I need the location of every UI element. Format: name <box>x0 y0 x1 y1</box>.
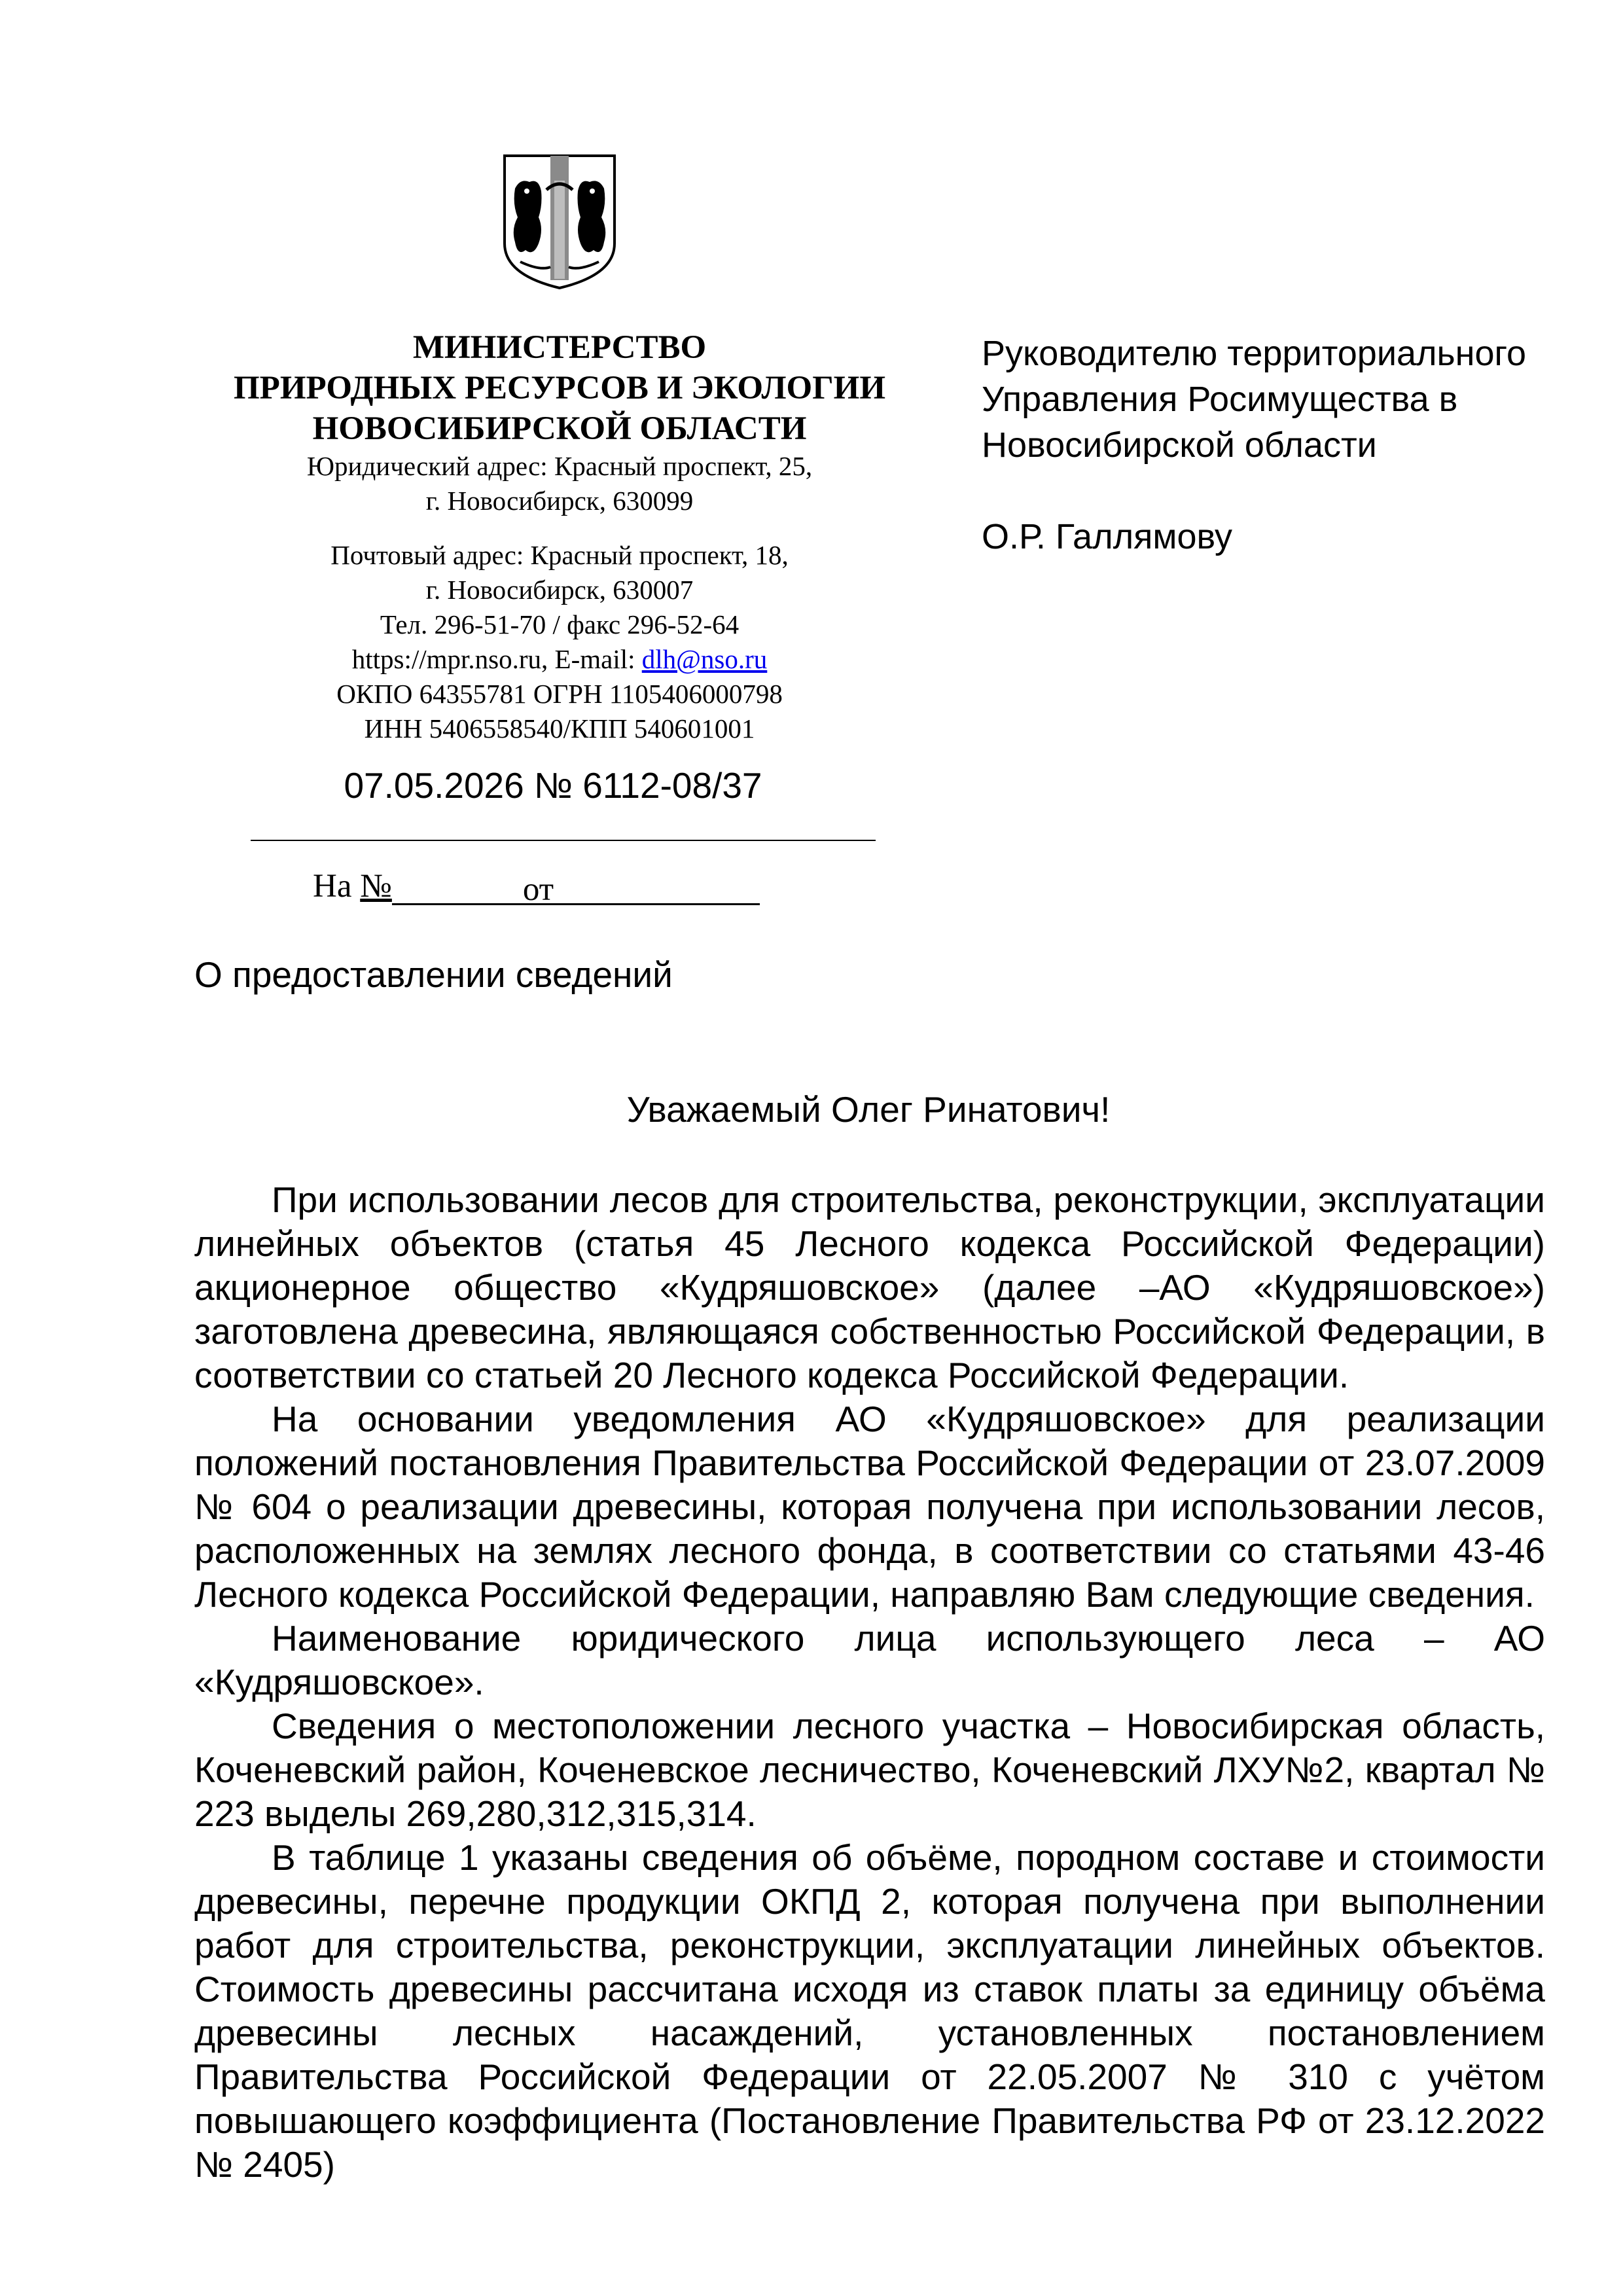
reference-date-blank <box>554 870 760 905</box>
postal-address-city: г. Новосибирск, 630007 <box>425 575 694 605</box>
addressee-block <box>982 331 1571 560</box>
body-paragraph: В таблице 1 указаны сведения об объёме, породном составе и стоимости древесины, перечне продукции ОКПД 2, которая получена при выполнении работ для строительства, реконструкции, эксплуатации линейных объектов. Стоимость древесины рассчитана исходя из ставок платы за единицу объёма древесины лесных насаждений, установленных постановлением Правительства Российской Федерации от 22.05.2007 № 310 с учётом повышающего коэффициента (Постановление Правительства РФ от 23.12.2022 № 2405) <box>194 1837 1545 2185</box>
web-email-line <box>193 642 926 677</box>
reference-number-sign: № <box>360 868 392 905</box>
document-date-number: 07.05.2026 № 6112-08/37 <box>344 765 762 806</box>
reference-line <box>313 867 760 908</box>
org-name-line: НОВОСИБИРСКОЙ ОБЛАСТИ <box>312 410 807 447</box>
reference-number-blank <box>392 870 523 905</box>
addressee-line: Новосибирской области <box>982 425 1377 465</box>
inn-kpp: ИНН 5406558540/КПП 540601001 <box>364 713 755 744</box>
addressee-name: О.Р. Галлямову <box>982 517 1232 556</box>
okpo-ogrn: ОКПО 64355781 ОГРН 1105406000798 <box>336 679 783 709</box>
legal-address-city: г. Новосибирск, 630099 <box>425 486 694 516</box>
website-text: https://mpr.nso.ru, E-mail: <box>351 644 642 674</box>
body-paragraph: Сведения о местоположении лесного участка – Новосибирская область, Коченевский район, Коченевское лесничество, Коченевский ЛХУ№2, квартал № 223 выделы 269,280,312,315,314. <box>194 1706 1545 1834</box>
addressee-line: Руководителю территориального <box>982 334 1527 373</box>
greeting: Уважаемый Олег Ринатович! <box>626 1089 1111 1130</box>
body-paragraph: Наименование юридического лица использующего леса – АО «Кудряшовское». <box>194 1618 1545 1702</box>
postal-address-line: Почтовый адрес: Красный проспект, 18, <box>330 540 789 570</box>
letter-body <box>194 1178 1545 2187</box>
novosibirsk-coat-of-arms-icon <box>501 152 618 291</box>
separator-line <box>251 840 876 841</box>
document-subject: О предоставлении сведений <box>194 954 673 995</box>
body-paragraph: На основании уведомления АО «Кудряшовское» для реализации положений постановления Правительства Российской Федерации от 23.07.2009 № 604 о реализации древесины, которая получена при использовании лесов, расположенных на землях лесного фонда, в соответствии со статьями 43-46 Лесного кодекса Российской Федерации, направляю Вам следующие сведения. <box>194 1399 1545 1615</box>
email-link[interactable]: dlh@nso.ru <box>641 644 768 674</box>
addressee-line: Управления Росимущества в <box>982 380 1458 419</box>
org-name-line: ПРИРОДНЫХ РЕСУРСОВ И ЭКОЛОГИИ <box>234 370 885 406</box>
letterhead <box>193 327 926 746</box>
reference-from-label: от <box>522 871 554 908</box>
reference-prefix: На <box>313 868 361 905</box>
phone-fax: Тел. 296-51-70 / факс 296-52-64 <box>380 609 740 639</box>
legal-address-line: Юридический адрес: Красный проспект, 25, <box>306 451 813 481</box>
org-name-line: МИНИСТЕРСТВО <box>412 329 707 366</box>
body-paragraph: При использовании лесов для строительства, реконструкции, эксплуатации линейных объектов (статья 45 Лесного кодекса Российской Федерации) акционерное общество «Кудряшовское» (далее –АО «Кудряшовское») заготовлена древесина, являющаяся собственностью Российской Федерации, в соответствии со статьей 20 Лесного кодекса Российской Федерации. <box>194 1179 1545 1395</box>
